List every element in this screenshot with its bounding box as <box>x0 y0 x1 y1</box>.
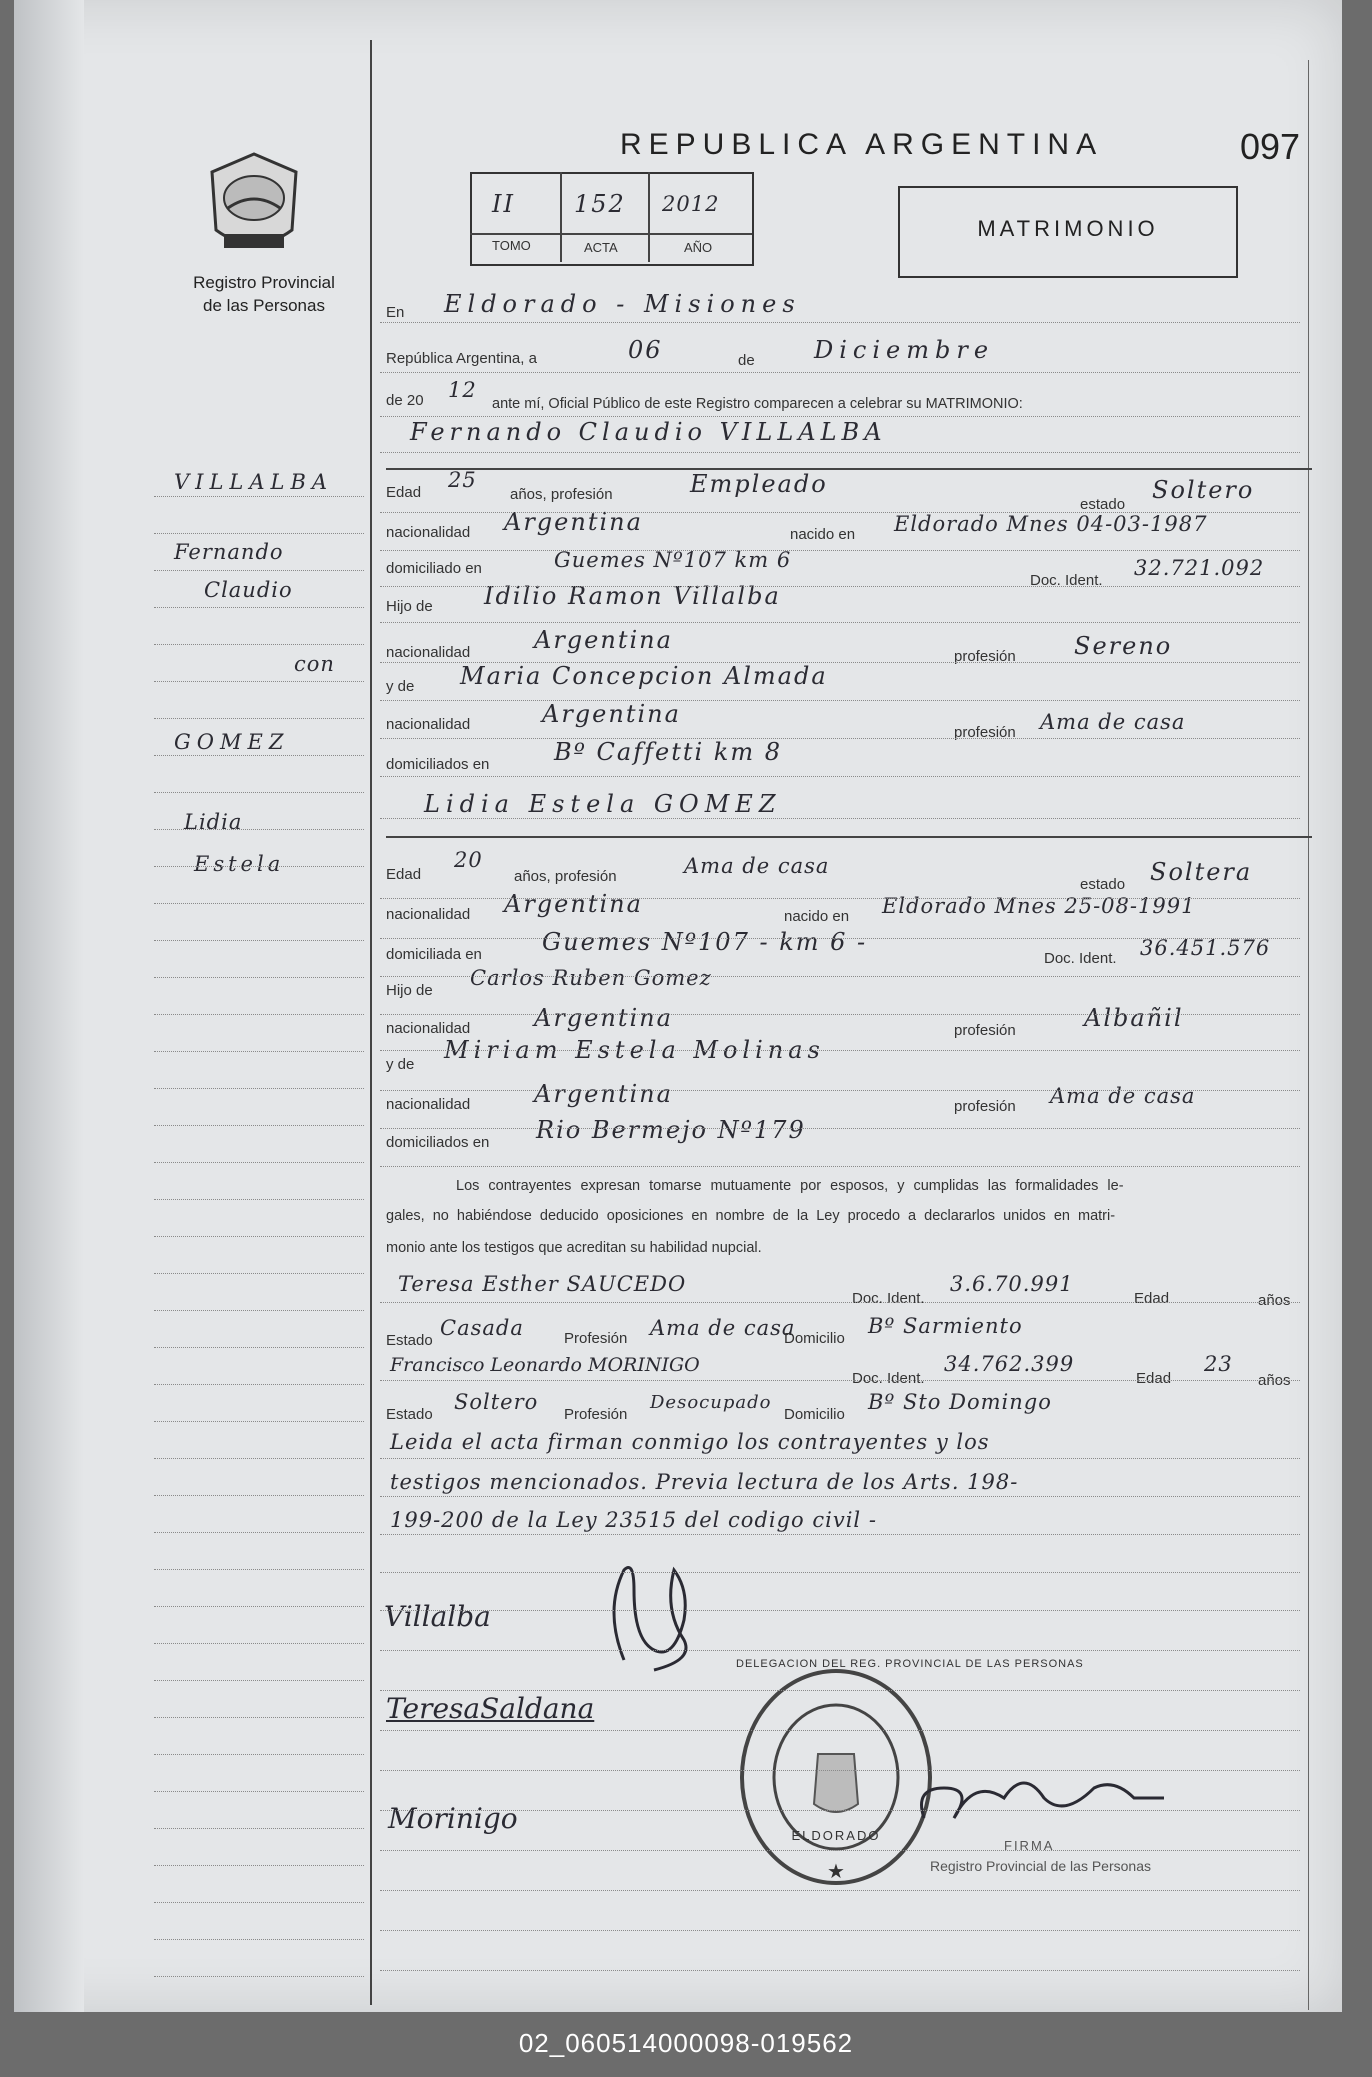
scan-id-footer: 02_060514000098-019562 <box>518 2028 854 2058</box>
de-label: de <box>738 352 755 369</box>
margin-rule-line <box>154 1532 364 1533</box>
round-stamp-text-bottom: ELDORADO <box>791 1828 881 1843</box>
bride-father-nat-label: nacionalidad <box>386 1020 471 1037</box>
bride-father-label: Hijo de <box>386 982 433 999</box>
groom-father-nat-label: nacionalidad <box>386 644 471 661</box>
body-rule-line <box>380 622 1300 623</box>
section-rule-bride <box>386 836 1312 838</box>
margin-rule-line <box>154 940 364 941</box>
body-rule-line <box>380 818 1300 819</box>
groom-mother-prof-label: profesión <box>954 724 1016 741</box>
witness1-years-label: años <box>1258 1292 1291 1309</box>
margin-rule-line <box>154 792 364 793</box>
margin-bride-name2: Estela <box>194 852 285 876</box>
tomo-value: II <box>492 190 515 218</box>
witness2-address: Bº Sto Domingo <box>868 1390 1052 1414</box>
groom-nationality: Argentina <box>504 508 643 536</box>
margin-rule-line <box>154 1347 364 1348</box>
margin-rule-line <box>154 1273 364 1274</box>
body-rule-line <box>380 1572 1300 1573</box>
margin-rule-line <box>154 866 364 867</box>
right-border <box>1308 60 1309 2010</box>
groom-signature: Villalba <box>384 1600 491 1633</box>
record-box-divider-1 <box>560 172 562 262</box>
body-rule-line <box>380 1166 1300 1167</box>
witness1-age-label: Edad <box>1134 1290 1170 1307</box>
groom-full-name: Fernando Claudio VILLALBA <box>410 418 887 446</box>
groom-mother-label: y de <box>386 678 415 695</box>
registry-name-line2: de las Personas <box>203 296 325 315</box>
body-rule-line <box>380 452 1300 453</box>
act-type-label: MATRIMONIO <box>977 216 1159 241</box>
bride-parents-address: Rio Bermejo Nº179 <box>536 1116 806 1144</box>
margin-rule-line <box>154 570 364 571</box>
margin-rule-line <box>154 1125 364 1126</box>
body-rule-line <box>380 776 1300 777</box>
margin-rule-line <box>154 1828 364 1829</box>
bride-father-prof-label: profesión <box>954 1022 1016 1039</box>
margin-rule-line <box>154 1717 364 1718</box>
body-rule-line <box>380 1810 1300 1811</box>
margin-rule-line <box>154 1680 364 1681</box>
bride-born-label: nacido en <box>784 908 850 925</box>
province-seal <box>204 150 304 260</box>
margin-rule-line <box>154 903 364 904</box>
margin-bride-name1: Lidia <box>184 810 243 834</box>
bride-birthplace: Eldorado Mnes 25-08-1991 <box>882 894 1196 918</box>
record-box-rule <box>470 233 752 235</box>
witness1-profession: Ama de casa <box>650 1316 796 1340</box>
groom-father-prof-label: profesión <box>954 648 1016 665</box>
groom-mother-nat: Argentina <box>542 700 681 728</box>
witness2-address-label: Domicilio <box>784 1406 845 1423</box>
groom-father-prof: Sereno <box>1074 632 1173 660</box>
witness1-doc: 3.6.70.991 <box>950 1272 1074 1296</box>
register-page <box>14 0 1342 2012</box>
official-round-stamp <box>736 1664 936 1890</box>
margin-rule-line <box>154 1791 364 1792</box>
margin-rule-line <box>154 1088 364 1089</box>
groom-nat-label: nacionalidad <box>386 524 471 541</box>
margin-rule-line <box>154 1458 364 1459</box>
margin-rule-line <box>154 1236 364 1237</box>
en-label: En <box>386 304 405 321</box>
column-divider <box>370 40 372 2005</box>
day-value: 06 <box>628 336 663 364</box>
witness2-prof-label: Profesión <box>564 1406 628 1423</box>
margin-rule-line <box>154 1051 364 1052</box>
anio-value: 2012 <box>662 192 720 216</box>
declaration-line1: Los contrayentes expresan tomarse mutuamente por esposos, y cumplidas las formalidades le- <box>456 1178 1124 1194</box>
groom-parents-address-label: domiciliados en <box>386 756 490 773</box>
official-stamp-line1: FIRMA <box>1004 1838 1055 1853</box>
body-rule-line <box>380 1690 1300 1691</box>
witness2-age: 23 <box>1204 1352 1233 1376</box>
body-rule-line <box>380 512 1300 513</box>
margin-rule-line <box>154 1310 364 1311</box>
declaration-line3: monio ante los testigos que acreditan su habilidad nupcial. <box>386 1240 762 1256</box>
margin-rule-line <box>154 1643 364 1644</box>
body-rule-line <box>380 1302 1300 1303</box>
bride-full-name: Lidia Estela GOMEZ <box>424 790 782 818</box>
bride-mother: Miriam Estela Molinas <box>444 1036 825 1064</box>
bride-mother-nat-label: nacionalidad <box>386 1096 471 1113</box>
body-rule-line <box>380 1850 1300 1851</box>
bride-profession: Ama de casa <box>684 854 830 878</box>
margin-rule-line <box>154 533 364 534</box>
bride-age: 20 <box>454 848 483 872</box>
margin-rule-line <box>154 1976 364 1977</box>
country-title: REPUBLICA ARGENTINA <box>620 128 1104 161</box>
bride-address: Guemes Nº107 - km 6 - <box>542 928 868 956</box>
body-rule-line <box>380 1770 1300 1771</box>
margin-rule-line <box>154 1199 364 1200</box>
margin-rule-line <box>154 1569 364 1570</box>
record-box-divider-2 <box>648 172 650 262</box>
margin-bride-surname: GOMEZ <box>174 730 290 754</box>
body-rule-line <box>380 738 1300 739</box>
body-rule-line <box>380 1534 1300 1535</box>
margin-rule-line <box>154 829 364 830</box>
groom-profession-label: años, profesión <box>510 486 613 503</box>
groom-mother: Maria Concepcion Almada <box>460 662 828 690</box>
groom-status-label: estado <box>1080 496 1126 513</box>
place-value: Eldorado - Misiones <box>444 290 801 318</box>
body-rule-line <box>380 1050 1300 1051</box>
folio-number: 097 <box>1240 126 1301 167</box>
witness2-age-label: Edad <box>1136 1370 1172 1387</box>
bride-father-prof: Albañil <box>1084 1004 1184 1032</box>
groom-address: Guemes Nº107 km 6 <box>554 548 792 572</box>
bride-age-label: Edad <box>386 866 422 883</box>
margin-rule-line <box>154 1162 364 1163</box>
closing-line1: Leida el acta firman conmigo los contrayentes y los <box>390 1430 990 1454</box>
groom-father-nat: Argentina <box>534 626 673 654</box>
witness1-address: Bº Sarmiento <box>868 1314 1023 1338</box>
bride-nationality: Argentina <box>504 890 643 918</box>
groom-profession: Empleado <box>690 470 828 498</box>
statement-text: ante mí, Oficial Público de este Registro comparecen a celebrar su MATRIMONIO: <box>492 396 1023 412</box>
body-rule-line <box>380 1890 1300 1891</box>
margin-rule-line <box>154 1754 364 1755</box>
groom-status: Soltero <box>1152 476 1255 504</box>
body-rule-line <box>380 416 1300 417</box>
witness2-profession: Desocupado <box>650 1392 772 1413</box>
closing-line3: 199-200 de la Ley 23515 del codigo civil - <box>390 1508 877 1532</box>
acta-value: 152 <box>574 190 626 218</box>
body-rule-line <box>380 898 1300 899</box>
body-rule-line <box>380 1650 1300 1651</box>
body-rule-line <box>380 1458 1300 1459</box>
year-value: 12 <box>448 378 477 402</box>
bride-parents-address-label: domiciliados en <box>386 1134 490 1151</box>
bride-nat-label: nacionalidad <box>386 906 471 923</box>
groom-father: Idilio Ramon Villalba <box>484 582 781 610</box>
bride-mother-nat: Argentina <box>534 1080 673 1108</box>
groom-mother-prof: Ama de casa <box>1040 710 1186 734</box>
groom-birthplace: Eldorado Mnes 04-03-1987 <box>894 512 1208 536</box>
body-rule-line <box>380 976 1300 977</box>
closing-line2: testigos mencionados. Previa lectura de los Arts. 198- <box>390 1470 1019 1494</box>
witness1-signature: TeresaSaldana <box>386 1692 595 1725</box>
witness1-status-label: Estado <box>386 1332 433 1349</box>
witness2-doc-label: Doc. Ident. <box>852 1370 925 1387</box>
body-rule-line <box>380 550 1300 551</box>
body-rule-line <box>380 1496 1300 1497</box>
tomo-label: TOMO <box>492 238 531 253</box>
svg-text:★: ★ <box>827 1859 845 1883</box>
margin-rule-line <box>154 1014 364 1015</box>
groom-mother-nat-label: nacionalidad <box>386 716 471 733</box>
witness2-signature: Morinigo <box>388 1802 518 1835</box>
body-rule-line <box>380 662 1300 663</box>
anio-label: AÑO <box>684 240 713 255</box>
de20-label: de 20 <box>386 392 424 409</box>
registry-name-line1: Registro Provincial <box>193 273 335 292</box>
body-rule-line <box>380 1930 1300 1931</box>
margin-rule-line <box>154 1865 364 1866</box>
witness2-status: Soltero <box>454 1390 539 1414</box>
margin-conjunction: con <box>294 652 335 676</box>
bride-mother-prof: Ama de casa <box>1050 1084 1196 1108</box>
margin-rule-line <box>154 681 364 682</box>
margin-rule-line <box>154 755 364 756</box>
republica-label: República Argentina, a <box>386 350 537 367</box>
groom-parents-address: Bº Caffetti km 8 <box>554 738 782 766</box>
margin-rule-line <box>154 496 364 497</box>
margin-rule-line <box>154 718 364 719</box>
bride-profession-label: años, profesión <box>514 868 617 885</box>
bride-mother-label: y de <box>386 1056 415 1073</box>
bride-father-nat: Argentina <box>534 1004 673 1032</box>
witness2-name: Francisco Leonardo MORINIGO <box>390 1354 700 1376</box>
section-rule-groom <box>386 468 1312 470</box>
witness1-address-label: Domicilio <box>784 1330 845 1347</box>
groom-born-label: nacido en <box>790 526 856 543</box>
round-stamp-text-top: DELEGACION DEL REG. PROVINCIAL DE LAS PERSONAS <box>736 1658 1084 1670</box>
body-rule-line <box>380 1970 1300 1971</box>
margin-rule-line <box>154 644 364 645</box>
margin-groom-name2: Claudio <box>204 578 293 602</box>
month-value: Diciembre <box>814 336 995 364</box>
bride-father: Carlos Ruben Gomez <box>470 966 712 990</box>
margin-rule-line <box>154 1902 364 1903</box>
margin-rule-line <box>154 607 364 608</box>
margin-rule-line <box>154 977 364 978</box>
body-rule-line <box>380 938 1300 939</box>
margin-rule-line <box>154 1495 364 1496</box>
bride-status-label: estado <box>1080 876 1126 893</box>
bride-status: Soltera <box>1150 858 1253 886</box>
body-rule-line <box>380 1090 1300 1091</box>
body-rule-line <box>380 1014 1300 1015</box>
body-rule-line <box>380 1380 1300 1381</box>
acta-label: ACTA <box>584 240 618 255</box>
body-rule-line <box>380 1610 1300 1611</box>
witness1-prof-label: Profesión <box>564 1330 628 1347</box>
groom-doc: 32.721.092 <box>1134 556 1265 580</box>
groom-father-label: Hijo de <box>386 598 433 615</box>
official-stamp-line2: Registro Provincial de las Personas <box>930 1858 1151 1874</box>
groom-doc-label: Doc. Ident. <box>1030 572 1103 589</box>
bride-address-label: domiciliada en <box>386 946 482 963</box>
margin-rule-line <box>154 1606 364 1607</box>
witness1-name: Teresa Esther SAUCEDO <box>398 1272 687 1296</box>
groom-address-label: domiciliado en <box>386 560 482 577</box>
witness1-doc-label: Doc. Ident. <box>852 1290 925 1307</box>
body-rule-line <box>380 1730 1300 1731</box>
bride-doc: 36.451.576 <box>1140 936 1271 960</box>
margin-groom-surname: VILLALBA <box>174 470 334 494</box>
margin-rule-line <box>154 1939 364 1940</box>
witness1-status: Casada <box>440 1316 524 1340</box>
groom-age: 25 <box>448 468 477 492</box>
witness2-doc: 34.762.399 <box>944 1352 1075 1376</box>
bride-doc-label: Doc. Ident. <box>1044 950 1117 967</box>
declaration-line2: gales, no habiéndose deducido oposiciones en nombre de la Ley procedo a declararlos unidos en matri- <box>386 1208 1116 1224</box>
margin-groom-name1: Fernando <box>174 540 284 564</box>
witness2-years-label: años <box>1258 1372 1291 1389</box>
body-rule-line <box>380 586 1300 587</box>
body-rule-line <box>380 1128 1300 1129</box>
body-rule-line <box>380 372 1300 373</box>
bride-mother-prof-label: profesión <box>954 1098 1016 1115</box>
body-rule-line <box>380 700 1300 701</box>
body-rule-line <box>380 322 1300 323</box>
groom-age-label: Edad <box>386 484 422 501</box>
witness2-status-label: Estado <box>386 1406 433 1423</box>
margin-rule-line <box>154 1384 364 1385</box>
margin-rule-line <box>154 1421 364 1422</box>
